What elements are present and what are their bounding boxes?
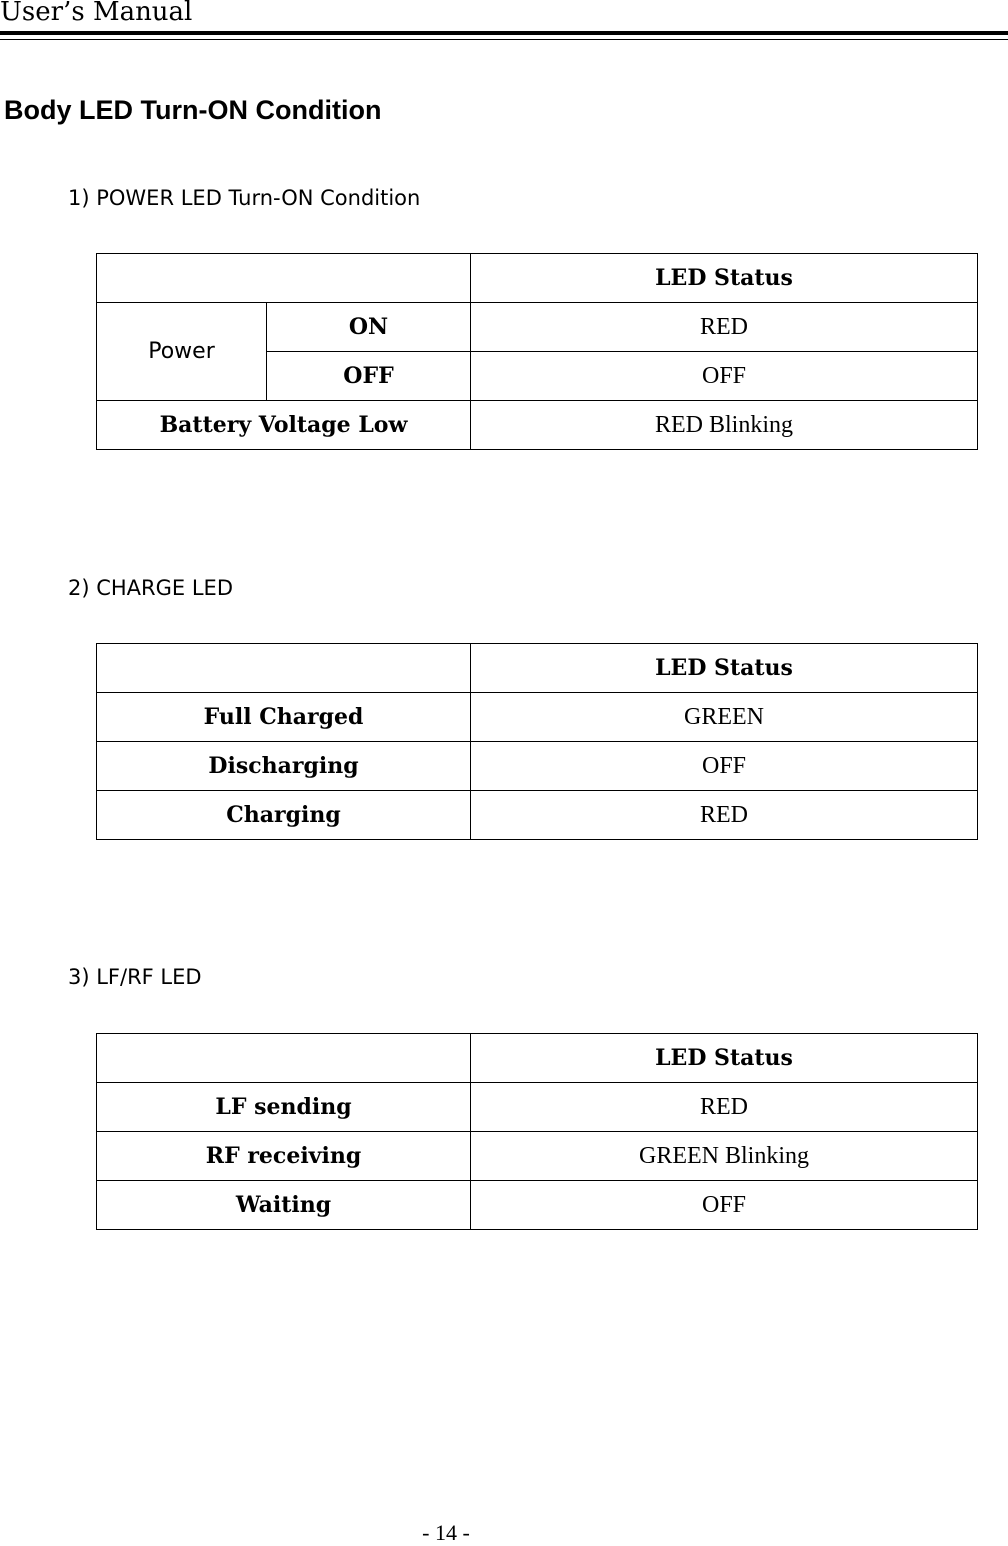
- header-title: User’s Manual: [0, 0, 193, 27]
- row-label: Full Charged: [97, 693, 471, 742]
- row-label: Waiting: [97, 1181, 471, 1230]
- row-label: LF sending: [97, 1083, 471, 1132]
- table-row: [97, 1181, 978, 1230]
- table-corner-cell: [97, 254, 471, 303]
- table-row: [97, 303, 978, 352]
- status-value: RED Blinking: [471, 401, 978, 450]
- table-row: [97, 742, 978, 791]
- section-heading-power-led: 1) POWER LED Turn-ON Condition: [68, 186, 421, 210]
- charge-led-table: [96, 643, 978, 840]
- table-corner-cell: [97, 644, 471, 693]
- table-row: [97, 693, 978, 742]
- status-value: RED: [471, 791, 978, 840]
- table-row: [97, 1083, 978, 1132]
- section-heading-lf-rf-led: 3) LF/RF LED: [68, 965, 202, 989]
- table-corner-cell: [97, 1034, 471, 1083]
- row-label: Charging: [97, 791, 471, 840]
- section-heading-charge-led: 2) CHARGE LED: [68, 576, 233, 600]
- column-header-led-status: LED Status: [471, 254, 978, 303]
- row-label-off: OFF: [267, 352, 471, 401]
- row-label: Discharging: [97, 742, 471, 791]
- row-label: RF receiving: [97, 1132, 471, 1181]
- status-value: RED: [471, 1083, 978, 1132]
- column-header-led-status: LED Status: [471, 644, 978, 693]
- table-header-row: [97, 254, 978, 303]
- status-value: OFF: [471, 742, 978, 791]
- page-title: Body LED Turn-ON Condition: [4, 95, 382, 125]
- row-label-on: ON: [267, 303, 471, 352]
- table-header-row: [97, 1034, 978, 1083]
- lf-rf-led-table: [96, 1033, 978, 1230]
- status-value: RED: [471, 303, 978, 352]
- status-value: GREEN Blinking: [471, 1132, 978, 1181]
- power-led-table: [96, 253, 978, 450]
- row-label-battery-voltage-low: Battery Voltage Low: [97, 401, 471, 450]
- header-rule-thick: [0, 31, 1008, 35]
- table-row: [97, 791, 978, 840]
- row-label-power: Power: [97, 303, 267, 401]
- status-value: GREEN: [471, 693, 978, 742]
- table-header-row: [97, 644, 978, 693]
- table-row: [97, 401, 978, 450]
- table-row: [97, 1132, 978, 1181]
- header-rule-thin: [0, 39, 1008, 40]
- status-value: OFF: [471, 352, 978, 401]
- status-value: OFF: [471, 1181, 978, 1230]
- page-number: - 14 -: [422, 1520, 470, 1545]
- column-header-led-status: LED Status: [471, 1034, 978, 1083]
